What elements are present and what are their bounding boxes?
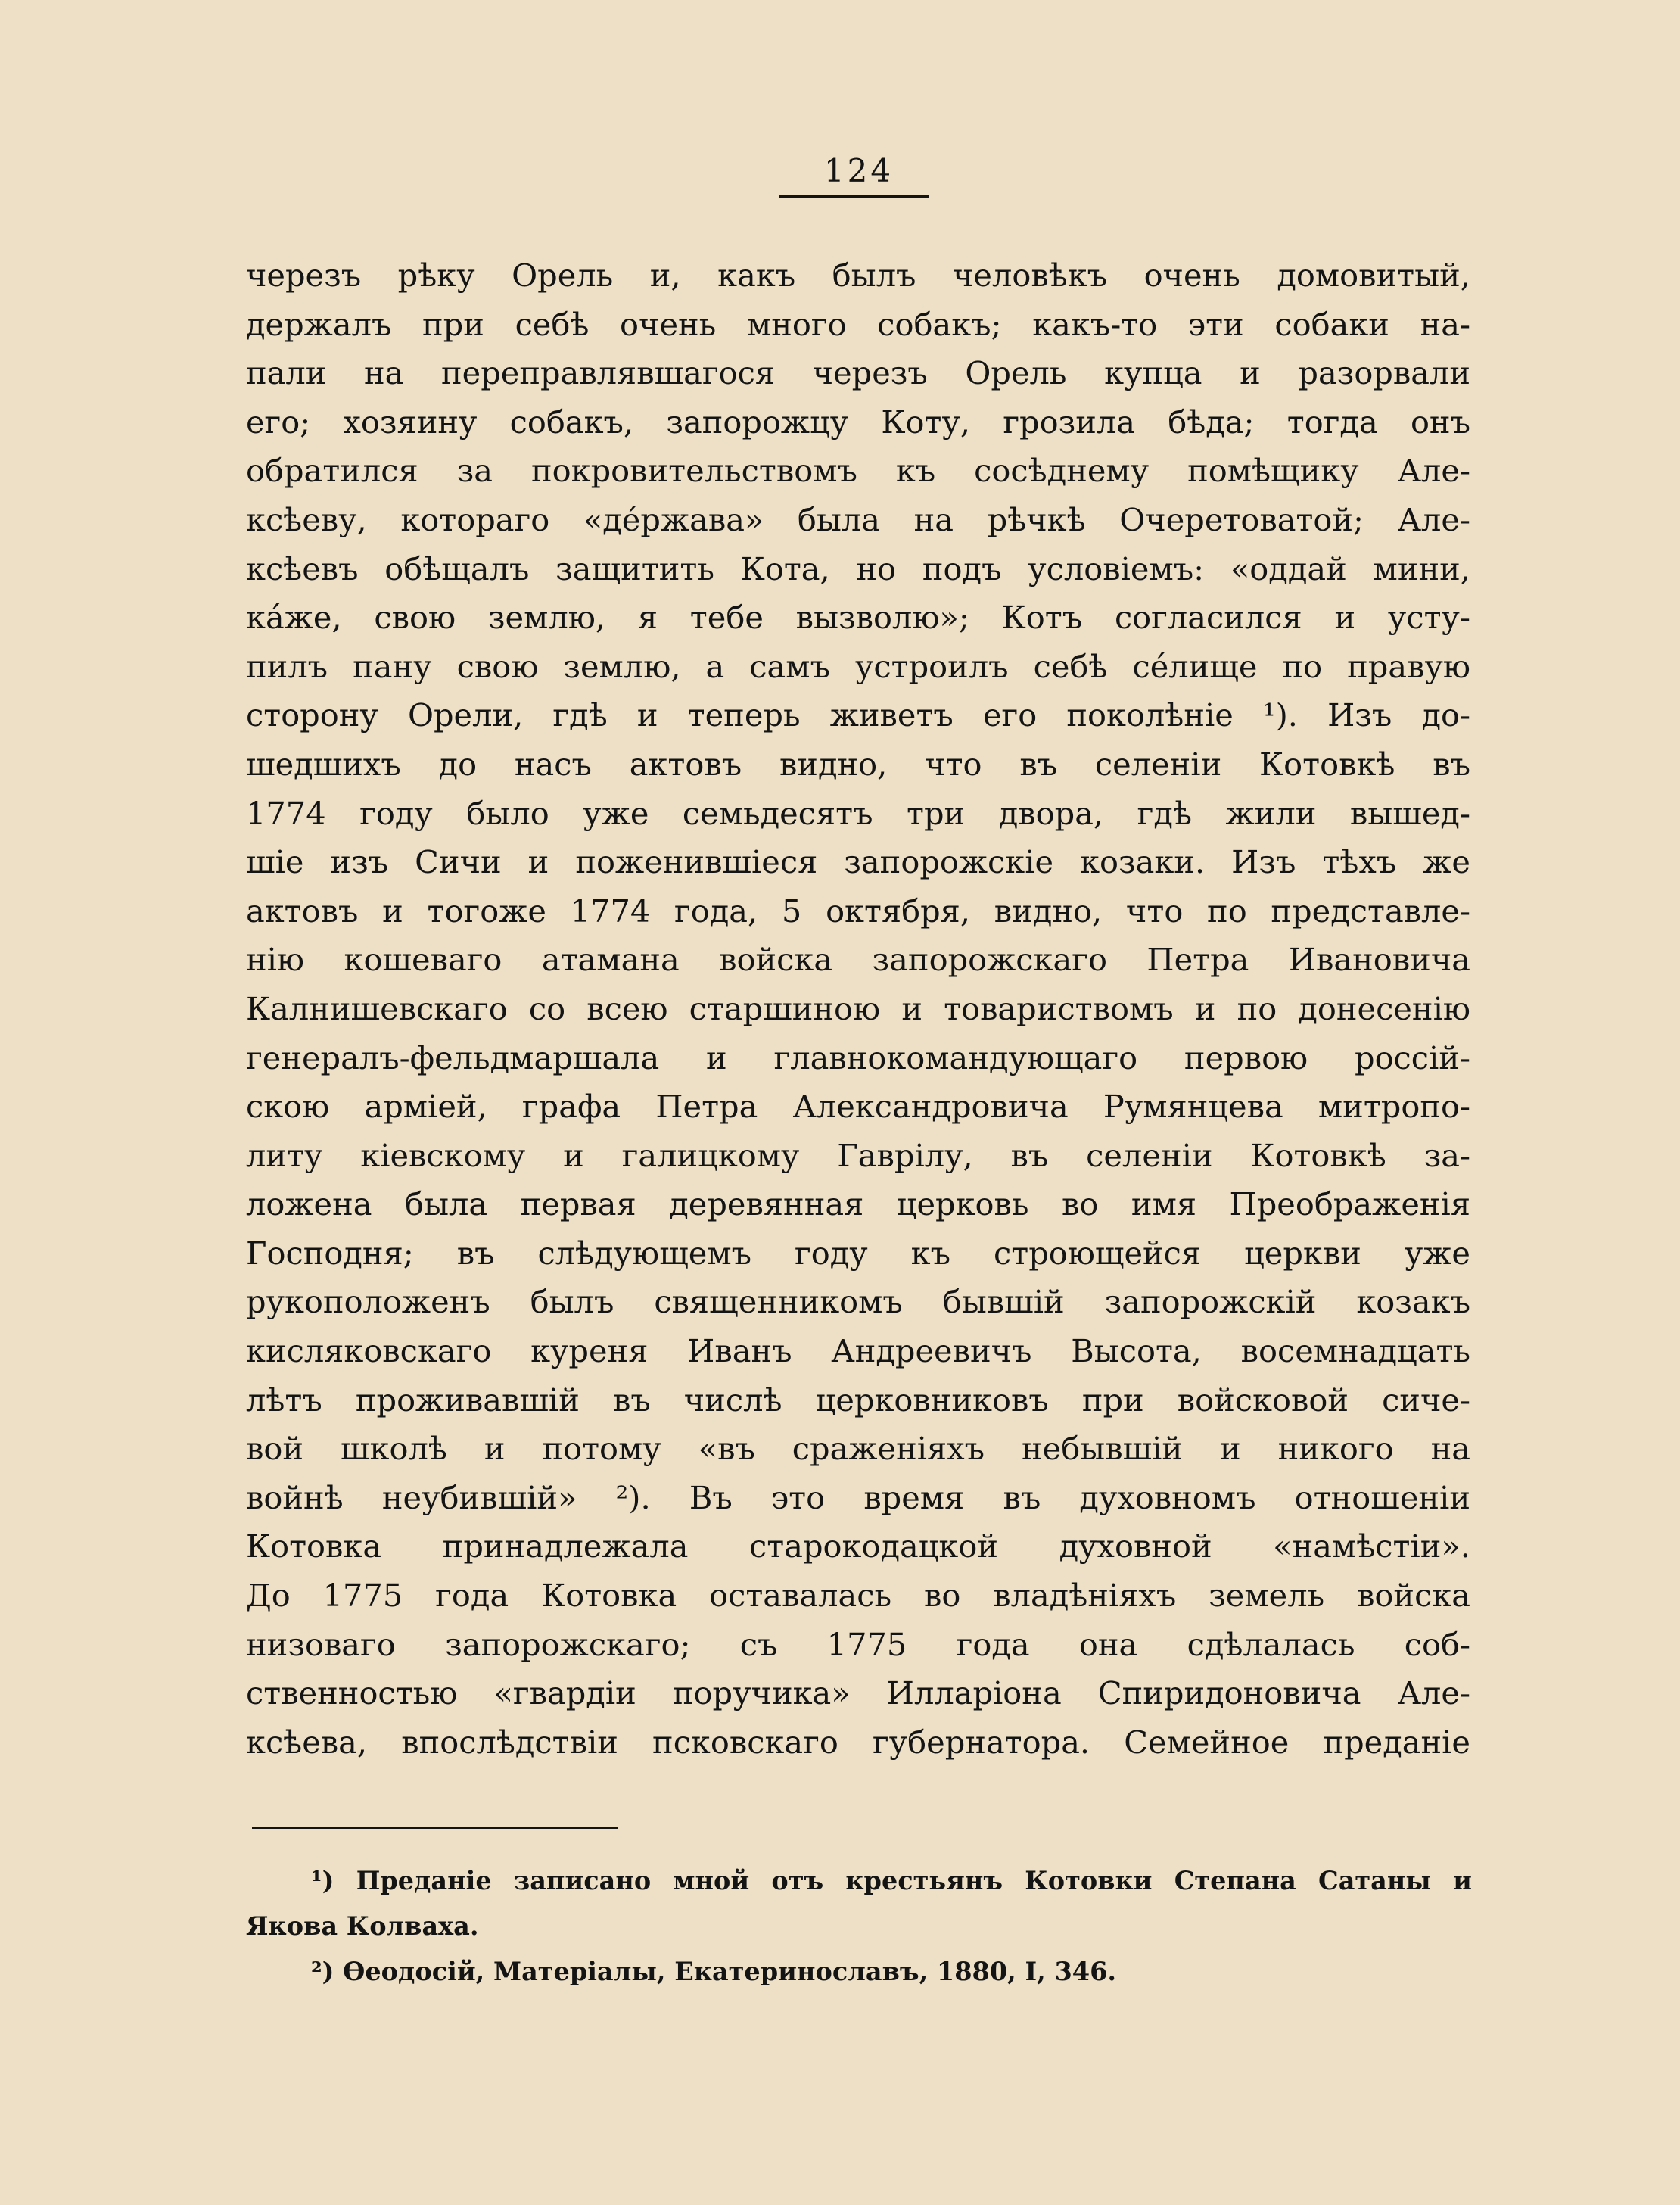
text-line: Котовка принадлежала старокодацкой духовной «намѣстіи». [246,1528,1470,1565]
text-line: Господня; въ слѣдующемъ году къ строющейся церкви уже [246,1234,1470,1272]
text-line: его; хозяину собакъ, запорожцу Коту, грозила бѣда; тогда онъ [246,403,1470,441]
text-line: рукоположенъ былъ священникомъ бывшій запорожскій козакъ [246,1283,1470,1321]
footnote-1-line: Якова Колваха. [246,1911,479,1941]
page-number-underline [779,195,929,198]
text-line: сторону Орели, гдѣ и теперь живетъ его поколѣніе ¹). Изъ до- [246,696,1470,734]
text-line: шіе изъ Сичи и поженившіеся запорожскіе козаки. Изъ тѣхъ же [246,843,1470,881]
text-line: литу кіевскому и галицкому Гаврілу, въ селеніи Котовкѣ за- [246,1136,1470,1174]
text-line: ксѣева, впослѣдствіи псковскаго губернатора. Семейное преданіе [246,1723,1470,1761]
text-line: держалъ при себѣ очень много собакъ; какъ-то эти собаки на- [246,305,1470,343]
text-line: 1774 году было уже семьдесятъ три двора, гдѣ жили вышед- [246,794,1470,832]
text-line: шедшихъ до насъ актовъ видно, что въ селеніи Котовкѣ въ [246,745,1470,783]
footnote-2-line: ²) Ѳеодосій, Матеріалы, Екатеринославъ, 1880, I, 346. [311,1957,1117,1986]
text-line: кáже, свою землю, я тебе вызволю»; Котъ согласился и усту- [246,599,1470,637]
main-text-block [246,251,1470,1767]
text-line: Калнишевскаго со всею старшиною и товариствомъ и по донесенію [246,989,1470,1027]
text-line: скою арміей, графа Петра Александровича Румянцева митропо- [246,1088,1470,1126]
text-line: ксѣеву, котораго «дéржава» была на рѣчкѣ Очеретоватой; Але- [246,500,1470,538]
text-line: актовъ и тогоже 1774 года, 5 октября, видно, что по представле- [246,892,1470,930]
page-number: 124 [823,152,894,189]
text-line: низоваго запорожскаго; съ 1775 года она сдѣлалась соб- [246,1625,1470,1663]
text-line: пали на переправлявшагося черезъ Орель купца и разорвали [246,354,1470,392]
text-line: вой школѣ и потому «въ сраженіяхъ небывшій и никого на [246,1430,1470,1468]
text-line: нію кошеваго атамана войска запорожскаго Петра Ивановича [246,941,1470,979]
text-line: ственностью «гвардіи поручика» Илларіона Спиридоновича Але- [246,1674,1470,1712]
footnote-1-line: ¹) Преданіе записано мной отъ крестьянъ Котовки Степана Сатаны и [311,1866,1472,1895]
footnote-separator [252,1827,618,1829]
text-line: черезъ рѣку Орель и, какъ былъ человѣкъ очень домовитый, [246,257,1470,294]
text-line: ложена была первая деревянная церковь во имя Преображенія [246,1185,1470,1223]
text-line: войнѣ неубившій» ²). Въ это время въ духовномъ отношеніи [246,1478,1470,1516]
text-line: обратился за покровительствомъ къ сосѣднему помѣщику Але- [246,452,1470,490]
text-line: лѣтъ проживавшій въ числѣ церковниковъ при войсковой сиче- [246,1381,1470,1419]
text-line: пилъ пану свою землю, а самъ устроилъ себѣ сéлище по правую [246,647,1470,685]
text-line: кисляковскаго куреня Иванъ Андреевичъ Высота, восемнадцать [246,1332,1470,1370]
footnotes-block [246,1858,1472,1995]
text-line: До 1775 года Котовка оставалась во владѣніяхъ земель войска [246,1577,1470,1615]
text-line: генералъ-фельдмаршала и главнокомандующаго первою россій- [246,1039,1470,1076]
text-line: ксѣевъ обѣщалъ защитить Кота, но подъ условіемъ: «оддай мини, [246,550,1470,587]
